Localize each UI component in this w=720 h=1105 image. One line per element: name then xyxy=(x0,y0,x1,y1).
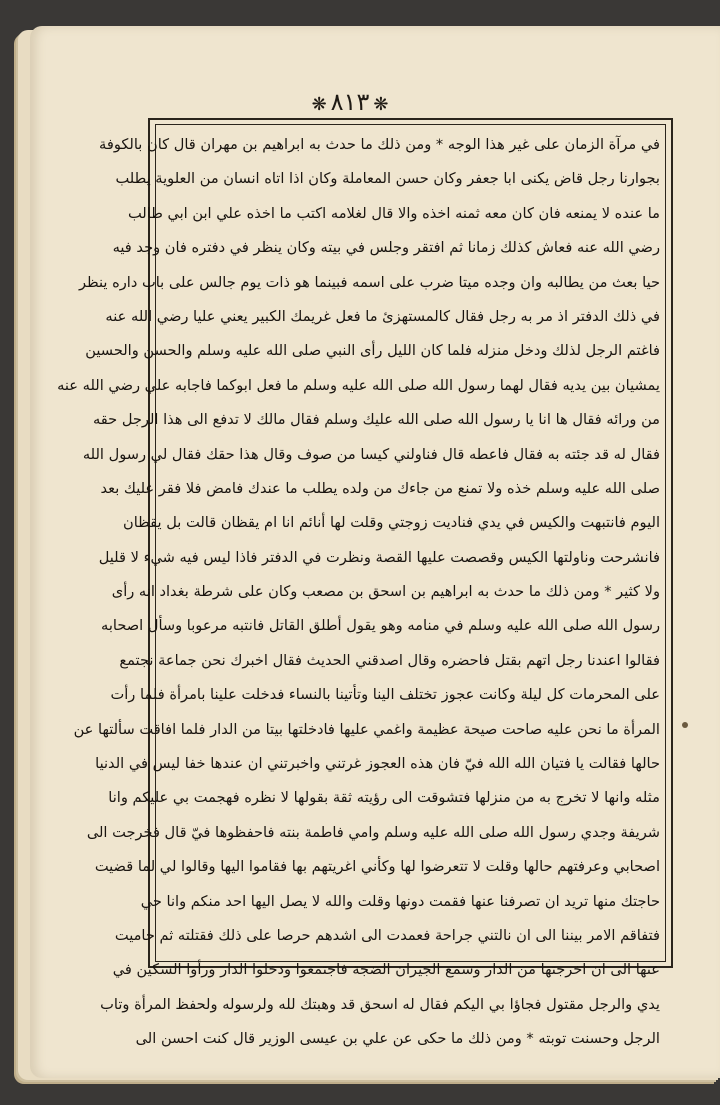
text-line: اليوم فانتبهت والكيس في يدي فناديت زوجتي وقلت لها أنائم انا ام يقظان قالت بل يقظان xyxy=(123,514,660,532)
text-line: في ذلك الدفتر اذ مر به رجل فقال كالمستهزئ ما فعل غريمك الكبير يعني عليا رضي الله عنه xyxy=(105,307,660,325)
text-line: المرأة ما نحن عليه صاحت صيحة عظيمة واغمي عليها فادخلتها بيتا من الدار فلما افاقت سألتها عن xyxy=(73,720,660,738)
text-line: يمشيان بين يديه فقال لهما رسول الله صلى الله عليه وسلم ما فعل ابوكما فاجابه علي رضي الله عنه xyxy=(57,376,660,394)
text-line: حيا بعث من يطالبه وان وجده ميتا ضرب على اسمه فبينما هو ذات يوم جالس على باب داره ينظر xyxy=(78,273,660,291)
text-line: رسول الله صلى الله عليه وسلم في منامه وهو يقول أطلق القاتل فانتبه مرعوبا وسأل اصحابه xyxy=(101,617,660,635)
text-line: في مرآة الزمان على غير هذا الوجه * ومن ذلك ما حدث به ابراهيم بن مهران قال كان بالكوفة xyxy=(99,136,660,153)
text-line: حاجتك منها تريد ان تصرفنا عنها فقمت دونها وقلت والله لا يصل اليها احد منكم وانا حي xyxy=(140,892,660,910)
page-number-text: ٨١٣ xyxy=(330,88,370,116)
margin-spot xyxy=(682,722,688,728)
text-line: صلى الله عليه وسلم خذه ولا تمنع من جاءك من ولده يطلب ما عندك فامض فلا فقر عليك بعد xyxy=(100,479,660,497)
text-line: ما عنده لا يمنعه فان كان معه ثمنه اخذه والا قال لغلامه اكتب ما اخذه علي ابن ابي طالب xyxy=(127,204,660,222)
text-line: ولا كثير * ومن ذلك ما حدث به ابراهيم بن اسحق بن مصعب وكان على شرطة بغداد انه رأى xyxy=(111,583,660,601)
text-line: بجوارنا رجل قاض يكنى ابا جعفر وكان حسن المعاملة وكان اذا اتاه انسان من العلوية يطلب xyxy=(115,170,660,188)
text-line: شريفة وجدي رسول الله صلى الله عليه وسلم وامي فاطمة بنته فاحفظوها فيّ قال فخرجت الى xyxy=(86,823,660,841)
page-number xyxy=(0,88,700,116)
text-line: رضي الله عنه فعاش كذلك زمانا ثم افتقر وجلس في بيته وكان ينظر في دفتره فان وجد فيه xyxy=(112,239,660,257)
text-line: فانشرحت وناولتها الكيس وقصصت عليها القصة ونظرت في الدفتر فاذا ليس فيه شيء لا قليل xyxy=(98,548,660,566)
text-line: الرجل وحسنت توبته * ومن ذلك ما حكى عن علي بن عيسى الوزير قال كنت احسن الى xyxy=(135,1030,660,1048)
text-line: فتفاقم الامر بيننا الى ان نالتني جراحة فعمدت الى اشدهم حرصا على ذلك فقتلته ثم حاميت xyxy=(114,926,660,944)
text-line: فقال له قد جئته به فقال فاعطه قال فناولني كيسا من صوف وقال هذا حقك فقال لي رسول الله xyxy=(82,445,660,463)
text-line: على المحرمات كل ليلة وكانت عجوز تختلف الينا وتأتينا بالنساء فدخلت علينا بامرأة فلما رأت xyxy=(110,686,660,704)
ornament-right-icon: ❋ xyxy=(373,94,389,115)
text-line: فقالوا اعندنا رجل اتهم بقتل فاحضره وقال اصدقني الحديث فقال اخبرك نحن جماعة نجتمع xyxy=(119,651,660,669)
text-line: حالها فقالت يا فتيان الله الله فيّ فان هذه العجوز غرتني واخبرتني ان عندها خفا ليس في الدنيا xyxy=(95,755,660,773)
ornament-left-icon: ❋ xyxy=(311,94,327,115)
text-line: من ورائه فقال ها انا يا رسول الله صلى الله عليك وسلم فقال مالك لا تدفع الى هذا الرجل حقه xyxy=(92,411,660,429)
text-line: عنها الى ان اخرجتها من الدار وسمع الجيران الضجة فاجتمعوا ودخلوا الدار ورأوا السكين في xyxy=(112,961,660,979)
text-line: فاغتم الرجل لذلك ودخل منزله فلما كان الليل رأى النبي صلى الله عليه وسلم والحسن والحسين xyxy=(85,342,660,360)
body-text xyxy=(57,126,660,1048)
text-line: مثله وانها لا تخرج به من منزلها فتشوقت الى رؤيته ثقة بقولها لا نظره فهجمت بي عليكم وانا xyxy=(108,789,660,807)
text-line: اصحابي وعرفتهم حالها وقلت لا تتعرضوا لها وكأني اغريتهم بها فقاموا اليها وقالوا لي لما قضيت xyxy=(94,858,660,876)
text-line: يدي والرجل مقتول فجاؤا بي اليكم فقال له اسحق قد وهبتك لله ولرسوله ولحفظ المرأة وتاب xyxy=(100,995,660,1013)
